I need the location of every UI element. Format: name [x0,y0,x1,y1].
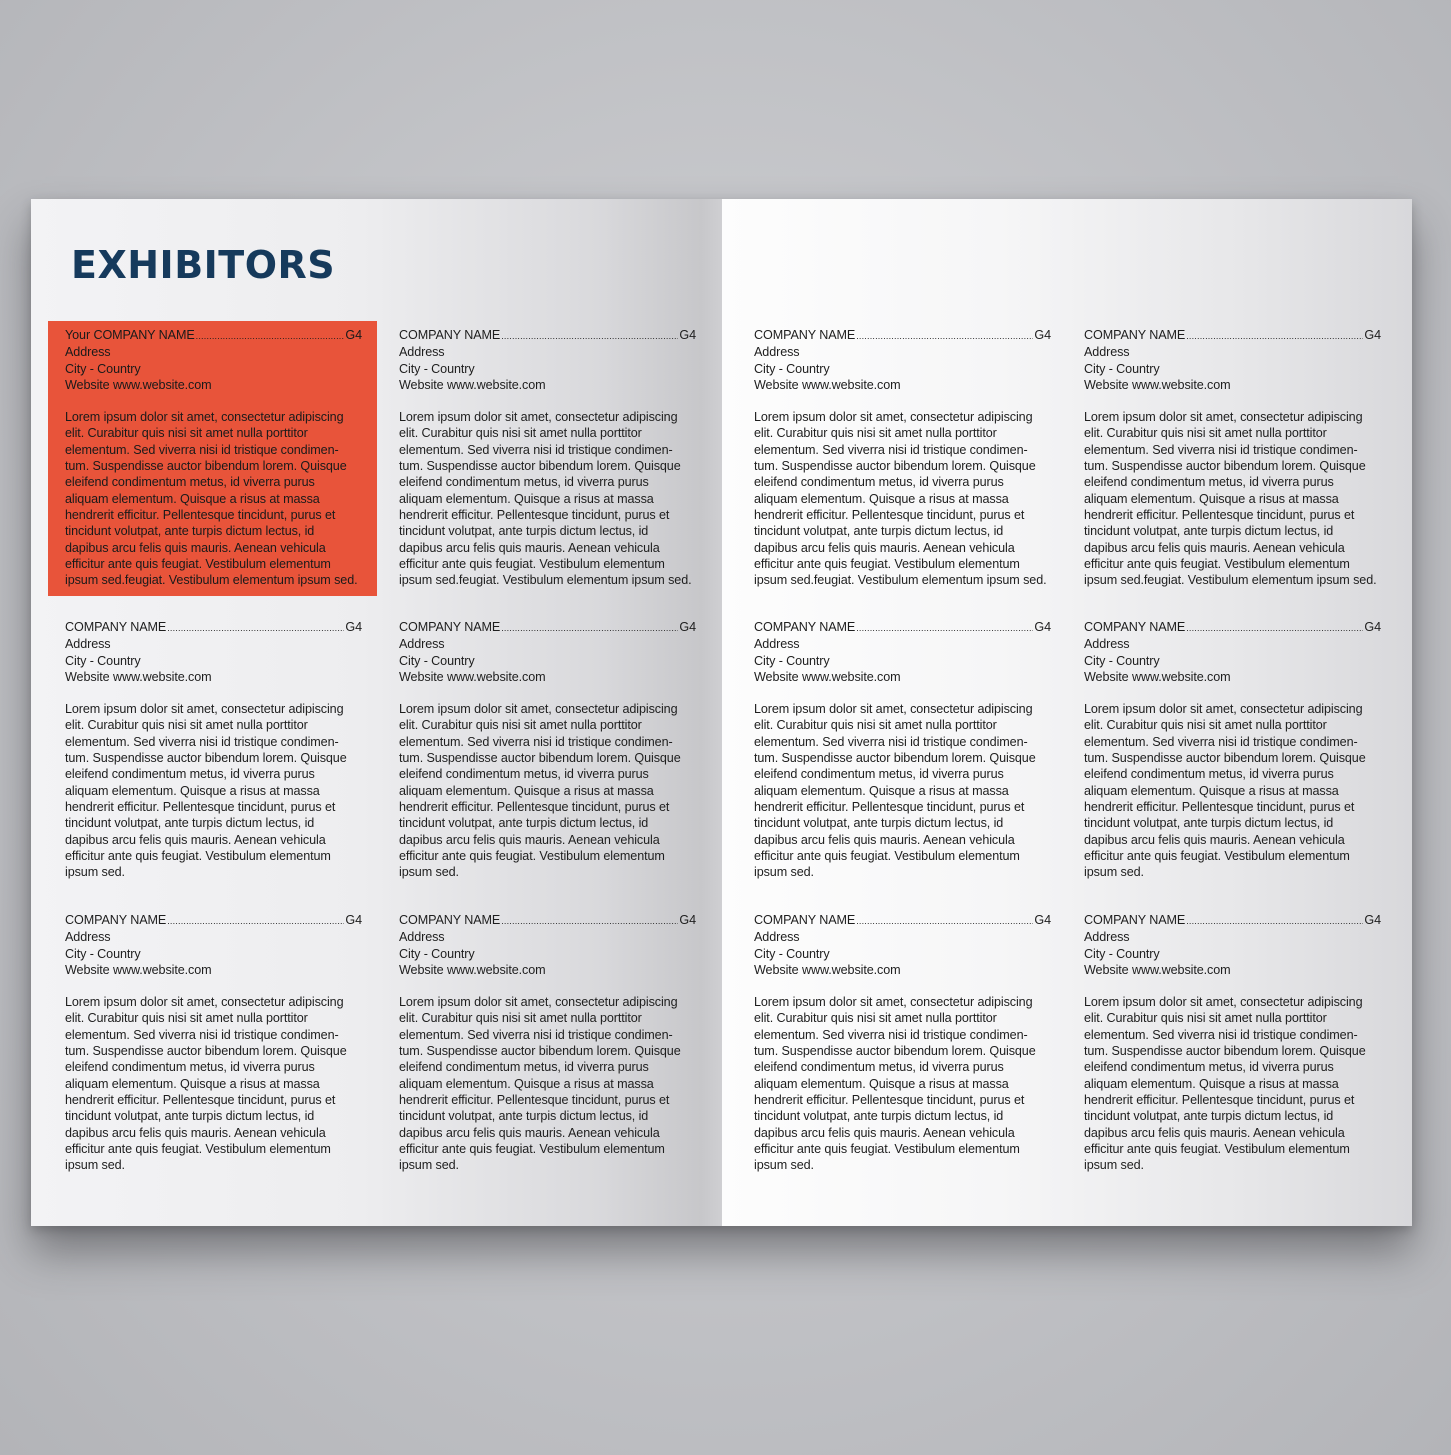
company-website: Website www.website.com [1084,377,1231,392]
company-address: Address [754,637,800,652]
company-city: City - Country [754,361,830,376]
company-website: Website www.website.com [754,962,901,977]
company-website: Website www.website.com [754,377,901,392]
leader-dots [856,619,1033,636]
company-website: Website www.website.com [399,962,546,977]
company-city: City - Country [1084,946,1160,961]
leader-dots [1186,327,1363,344]
company-website: Website www.website.com [1084,669,1231,684]
company-city: City - Country [65,653,141,668]
leader-dots [196,327,345,344]
entry-header [399,912,696,929]
company-address: Address [1084,637,1130,652]
leader-dots [501,327,678,344]
stand-number: G4 [679,328,696,342]
company-address: Address [754,930,800,945]
exhibitor-entry-featured [65,327,390,588]
company-city: City - Country [1084,653,1160,668]
entry-header [65,912,362,929]
company-website: Website www.website.com [65,377,212,392]
company-description: Lorem ipsum dolor sit amet, consectetur adipiscing elit. Curabitur quis nisi sit amet nulla porttitor elementum. Sed viverra nisi id tristique condimen- tum. Suspendisse auctor bibendum lorem. Quisque eleifend condimentum metus, id viverra purus aliquam elementum. Quisque a risus at massa hendrerit efficitur. Pellentesque tincidunt, purus et tincidunt volutpat, ante turpis dictum lectus, id dapibus arcu felis quis mauris. Aenean vehicula efficitur ante quis feugiat. Vestibulum elementum ipsum sed.feugiat. Vestibulum elementum ipsum sed. [399,410,692,588]
company-description: Lorem ipsum dolor sit amet, consectetur adipiscing elit. Curabitur quis nisi sit amet nulla porttitor elementum. Sed viverra nisi id tristique condimen- tum. Suspendisse auctor bibendum lorem. Quisque eleifend condimentum metus, id viverra purus aliquam elementum. Quisque a risus at massa hendrerit efficitur. Pellentesque tincidunt, purus et tincidunt volutpat, ante turpis dictum lectus, id dapibus arcu felis quis mauris. Aenean vehicula efficitur ante quis feugiat. Vestibulum elementum ipsum sed. [399,995,681,1173]
company-name: COMPANY NAME [399,328,501,342]
company-city: City - Country [399,946,475,961]
company-name: COMPANY NAME [65,620,167,634]
leader-dots [501,912,678,929]
company-description: Lorem ipsum dolor sit amet, consectetur adipiscing elit. Curabitur quis nisi sit amet nulla porttitor elementum. Sed viverra nisi id tristique condimen- tum. Suspendisse auctor bibendum lorem. Quisque eleifend condimentum metus, id viverra purus aliquam elementum. Quisque a risus at massa hendrerit efficitur. Pellentesque tincidunt, purus et tincidunt volutpat, ante turpis dictum lectus, id dapibus arcu felis quis mauris. Aenean vehicula efficitur ante quis feugiat. Vestibulum elementum ipsum sed.feugiat. Vestibulum elementum ipsum sed. [65,410,358,588]
leader-dots [167,912,344,929]
stand-number: G4 [1034,913,1051,927]
exhibitor-entry [1084,327,1409,588]
company-city: City - Country [1084,361,1160,376]
company-website: Website www.website.com [65,962,212,977]
company-name: COMPANY NAME [399,620,501,634]
company-name: COMPANY NAME [1084,328,1186,342]
entry-header [65,619,362,636]
stand-number: G4 [1364,913,1381,927]
company-website: Website www.website.com [1084,962,1231,977]
entry-header [1084,327,1381,344]
company-name: COMPANY NAME [1084,913,1186,927]
leader-dots [1186,619,1363,636]
page-title: EXHIBITORS [71,243,336,287]
stand-number: G4 [1034,620,1051,634]
entry-header [1084,912,1381,929]
stand-number: G4 [1364,620,1381,634]
exhibitor-entry [754,912,1079,1173]
leader-dots [856,912,1033,929]
company-address: Address [399,930,445,945]
entry-header [754,912,1051,929]
company-address: Address [754,345,800,360]
company-website: Website www.website.com [399,377,546,392]
stand-number: G4 [345,328,362,342]
company-address: Address [1084,345,1130,360]
company-description: Lorem ipsum dolor sit amet, consectetur adipiscing elit. Curabitur quis nisi sit amet nulla porttitor elementum. Sed viverra nisi id tristique condimen- tum. Suspendisse auctor bibendum lorem. Quisque eleifend condimentum metus, id viverra purus aliquam elementum. Quisque a risus at massa hendrerit efficitur. Pellentesque tincidunt, purus et tincidunt volutpat, ante turpis dictum lectus, id dapibus arcu felis quis mauris. Aenean vehicula efficitur ante quis feugiat. Vestibulum elementum ipsum sed. [1084,995,1366,1173]
entry-header [754,619,1051,636]
company-description: Lorem ipsum dolor sit amet, consectetur adipiscing elit. Curabitur quis nisi sit amet nulla porttitor elementum. Sed viverra nisi id tristique condimen- tum. Suspendisse auctor bibendum lorem. Quisque eleifend condimentum metus, id viverra purus aliquam elementum. Quisque a risus at massa hendrerit efficitur. Pellentesque tincidunt, purus et tincidunt volutpat, ante turpis dictum lectus, id dapibus arcu felis quis mauris. Aenean vehicula efficitur ante quis feugiat. Vestibulum elementum ipsum sed.feugiat. Vestibulum elementum ipsum sed. [754,410,1047,588]
company-name: COMPANY NAME [1084,620,1186,634]
entry-header [399,619,696,636]
entry-header [754,327,1051,344]
company-address: Address [65,345,111,360]
stand-number: G4 [345,620,362,634]
leader-dots [856,327,1033,344]
company-name: COMPANY NAME [754,620,856,634]
company-name: COMPANY NAME [399,913,501,927]
company-name: COMPANY NAME [754,913,856,927]
leader-dots [1186,912,1363,929]
company-description: Lorem ipsum dolor sit amet, consectetur adipiscing elit. Curabitur quis nisi sit amet nulla porttitor elementum. Sed viverra nisi id tristique condimen- tum. Suspendisse auctor bibendum lorem. Quisque eleifend condimentum metus, id viverra purus aliquam elementum. Quisque a risus at massa hendrerit efficitur. Pellentesque tincidunt, purus et tincidunt volutpat, ante turpis dictum lectus, id dapibus arcu felis quis mauris. Aenean vehicula efficitur ante quis feugiat. Vestibulum elementum ipsum sed. [1084,702,1366,880]
company-description: Lorem ipsum dolor sit amet, consectetur adipiscing elit. Curabitur quis nisi sit amet nulla porttitor elementum. Sed viverra nisi id tristique condimen- tum. Suspendisse auctor bibendum lorem. Quisque eleifend condimentum metus, id viverra purus aliquam elementum. Quisque a risus at massa hendrerit efficitur. Pellentesque tincidunt, purus et tincidunt volutpat, ante turpis dictum lectus, id dapibus arcu felis quis mauris. Aenean vehicula efficitur ante quis feugiat. Vestibulum elementum ipsum sed.feugiat. Vestibulum elementum ipsum sed. [1084,410,1377,588]
exhibitor-entry [65,912,390,1173]
entry-header [399,327,696,344]
company-city: City - Country [754,946,830,961]
company-address: Address [399,637,445,652]
exhibitor-entry [399,619,724,880]
company-address: Address [1084,930,1130,945]
exhibitor-entry [399,327,724,588]
company-name: Your COMPANY NAME [65,328,195,342]
company-name: COMPANY NAME [65,913,167,927]
company-description: Lorem ipsum dolor sit amet, consectetur adipiscing elit. Curabitur quis nisi sit amet nulla porttitor elementum. Sed viverra nisi id tristique condimen- tum. Suspendisse auctor bibendum lorem. Quisque eleifend condimentum metus, id viverra purus aliquam elementum. Quisque a risus at massa hendrerit efficitur. Pellentesque tincidunt, purus et tincidunt volutpat, ante turpis dictum lectus, id dapibus arcu felis quis mauris. Aenean vehicula efficitur ante quis feugiat. Vestibulum elementum ipsum sed. [65,995,347,1173]
company-city: City - Country [399,653,475,668]
exhibitor-entry [754,619,1079,880]
company-city: City - Country [399,361,475,376]
company-website: Website www.website.com [399,669,546,684]
company-name: COMPANY NAME [754,328,856,342]
company-description: Lorem ipsum dolor sit amet, consectetur adipiscing elit. Curabitur quis nisi sit amet nulla porttitor elementum. Sed viverra nisi id tristique condimen- tum. Suspendisse auctor bibendum lorem. Quisque eleifend condimentum metus, id viverra purus aliquam elementum. Quisque a risus at massa hendrerit efficitur. Pellentesque tincidunt, purus et tincidunt volutpat, ante turpis dictum lectus, id dapibus arcu felis quis mauris. Aenean vehicula efficitur ante quis feugiat. Vestibulum elementum ipsum sed. [65,702,347,880]
stand-number: G4 [1364,328,1381,342]
company-address: Address [65,930,111,945]
exhibitor-entry [754,327,1079,588]
company-city: City - Country [65,946,141,961]
company-address: Address [65,637,111,652]
entry-header [65,327,362,344]
company-city: City - Country [754,653,830,668]
exhibitor-entry [65,619,390,880]
stand-number: G4 [345,913,362,927]
company-address: Address [399,345,445,360]
company-description: Lorem ipsum dolor sit amet, consectetur adipiscing elit. Curabitur quis nisi sit amet nulla porttitor elementum. Sed viverra nisi id tristique condimen- tum. Suspendisse auctor bibendum lorem. Quisque eleifend condimentum metus, id viverra purus aliquam elementum. Quisque a risus at massa hendrerit efficitur. Pellentesque tincidunt, purus et tincidunt volutpat, ante turpis dictum lectus, id dapibus arcu felis quis mauris. Aenean vehicula efficitur ante quis feugiat. Vestibulum elementum ipsum sed. [754,702,1036,880]
leader-dots [167,619,344,636]
exhibitor-entry [1084,912,1409,1173]
company-website: Website www.website.com [65,669,212,684]
exhibitor-entry [399,912,724,1173]
stand-number: G4 [679,620,696,634]
company-description: Lorem ipsum dolor sit amet, consectetur adipiscing elit. Curabitur quis nisi sit amet nulla porttitor elementum. Sed viverra nisi id tristique condimen- tum. Suspendisse auctor bibendum lorem. Quisque eleifend condimentum metus, id viverra purus aliquam elementum. Quisque a risus at massa hendrerit efficitur. Pellentesque tincidunt, purus et tincidunt volutpat, ante turpis dictum lectus, id dapibus arcu felis quis mauris. Aenean vehicula efficitur ante quis feugiat. Vestibulum elementum ipsum sed. [399,702,681,880]
stand-number: G4 [679,913,696,927]
company-website: Website www.website.com [754,669,901,684]
exhibitor-entry [1084,619,1409,880]
stand-number: G4 [1034,328,1051,342]
company-description: Lorem ipsum dolor sit amet, consectetur adipiscing elit. Curabitur quis nisi sit amet nulla porttitor elementum. Sed viverra nisi id tristique condimen- tum. Suspendisse auctor bibendum lorem. Quisque eleifend condimentum metus, id viverra purus aliquam elementum. Quisque a risus at massa hendrerit efficitur. Pellentesque tincidunt, purus et tincidunt volutpat, ante turpis dictum lectus, id dapibus arcu felis quis mauris. Aenean vehicula efficitur ante quis feugiat. Vestibulum elementum ipsum sed. [754,995,1036,1173]
leader-dots [501,619,678,636]
entry-header [1084,619,1381,636]
company-city: City - Country [65,361,141,376]
